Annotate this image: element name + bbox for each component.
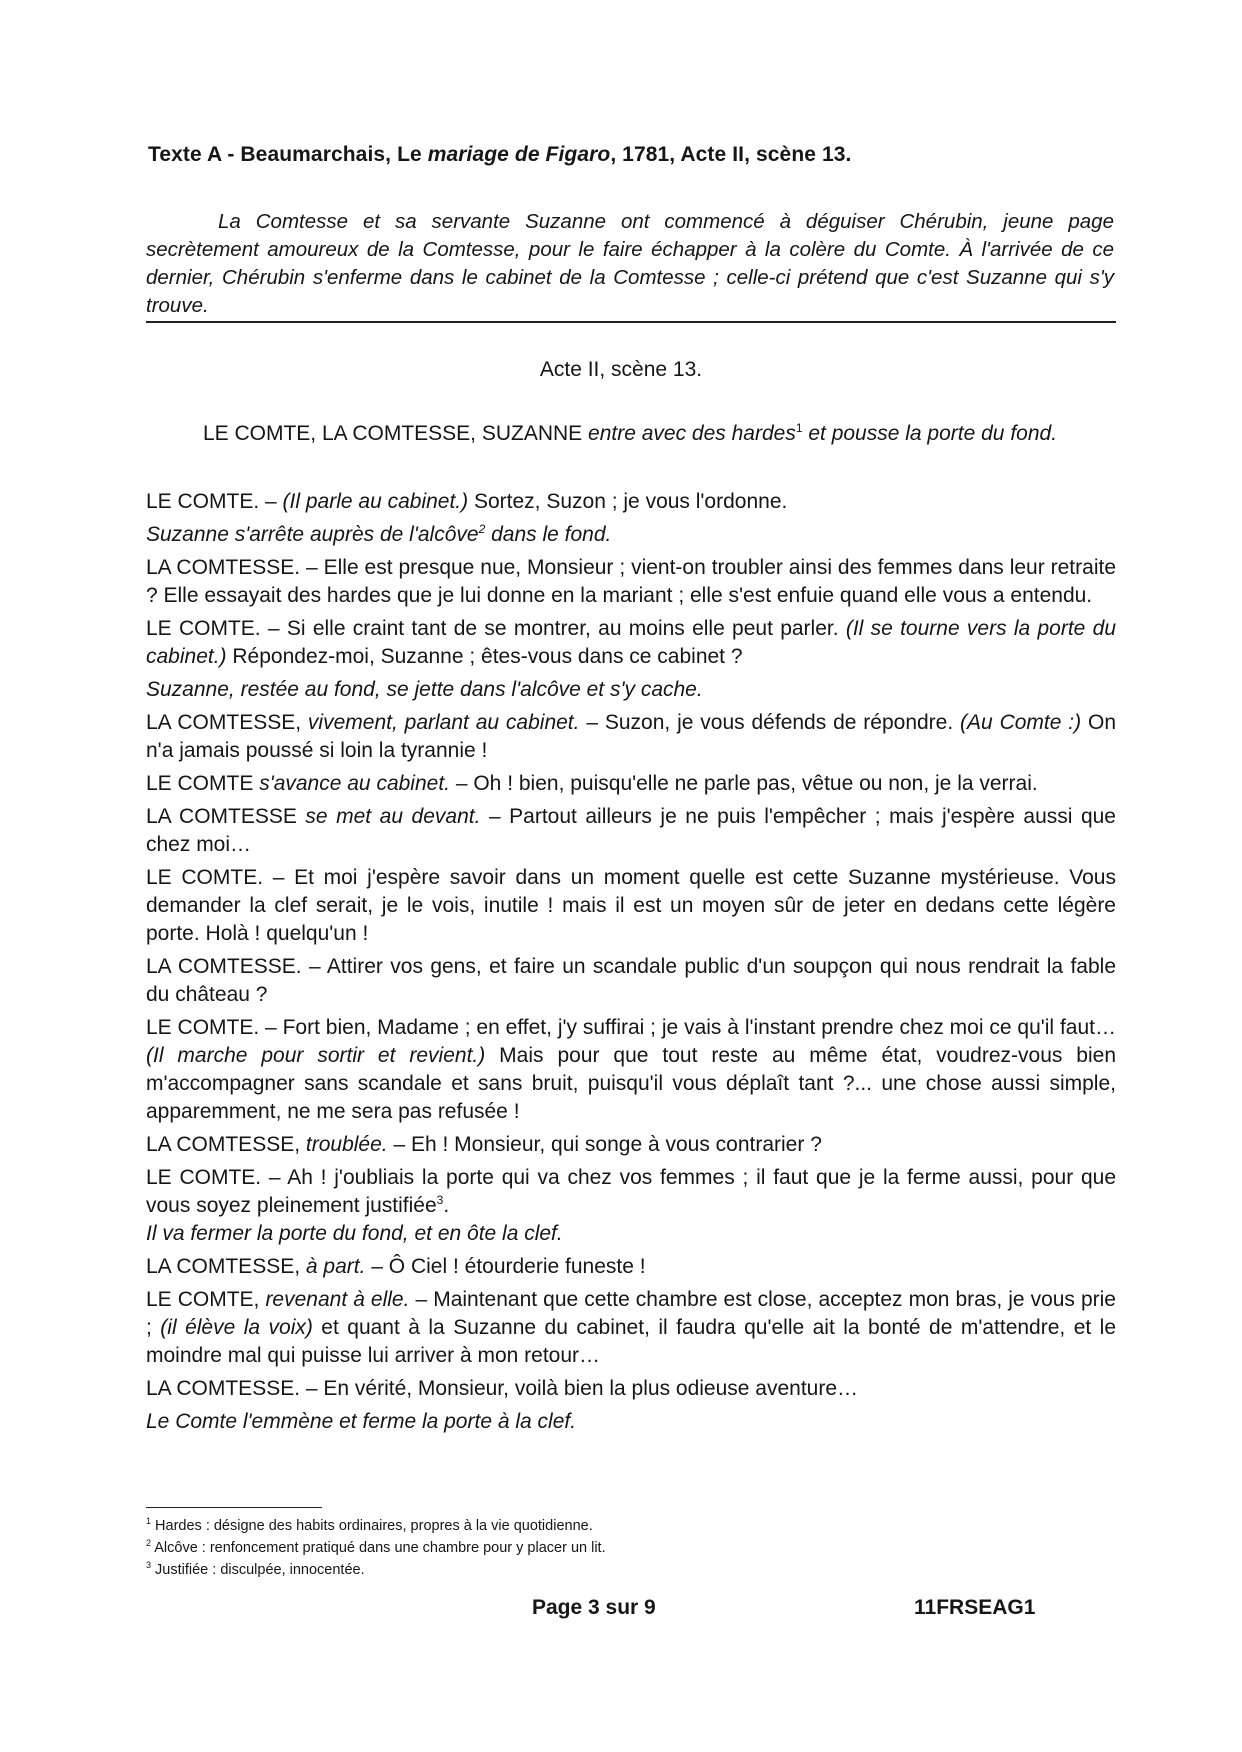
speech: Répondez-moi, Suzanne ; êtes-vous dans ce cabinet ? — [226, 645, 743, 668]
stage-direction-line: Il va fermer la porte du fond, et en ôte la clef. — [146, 1222, 563, 1245]
speech: – Oh ! bien, puisqu'elle ne parle pas, vêtue ou non, je la verrai. — [450, 772, 1038, 795]
speech: LE COMTE. – Fort bien, Madame ; en effet, j'y suffirai ; je vais à l'instant prendre chez moi ce qu'il faut… — [146, 1016, 1116, 1039]
footnote-number: 1 — [146, 1516, 152, 1526]
footnotes — [146, 1515, 606, 1581]
stage-direction: Suzanne s'arrête auprès de l'alcôve — [146, 523, 479, 546]
speech: – Eh ! Monsieur, qui songe à vous contrarier ? — [387, 1133, 822, 1156]
stage-direction: vivement, parlant au cabinet. — [307, 711, 580, 734]
dialogue-line — [146, 1014, 1116, 1126]
stage-direction: s'avance au cabinet. — [259, 772, 450, 795]
stage-direction: (Il parle au cabinet.) — [282, 490, 469, 513]
dialogue-line — [146, 803, 1116, 859]
speaker: LE COMTE. – — [146, 490, 283, 513]
dialogue-line: LA COMTESSE. – En vérité, Monsieur, voilà bien la plus odieuse aventure… — [146, 1377, 859, 1400]
stage-direction: (Il se tourne vers la porte du cabinet.) — [146, 617, 1117, 668]
document-code: 11FRSEAG1 — [914, 1596, 1036, 1619]
cast-names: LE COMTE, LA COMTESSE, SUZANNE — [202, 422, 589, 445]
speaker: LA COMTESSE — [146, 805, 306, 828]
speech: LE COMTE. – Ah ! j'oubliais la porte qui va chez vos femmes ; il faut que je la ferme aussi, pour que vous soyez pleinement justifiée — [146, 1166, 1116, 1217]
stage-direction: (Au Comte :) — [960, 711, 1082, 734]
stage-direction: se met au devant. — [305, 805, 481, 828]
footnote — [146, 1559, 606, 1581]
speech: – Suzon, je vous défends de répondre. — [579, 711, 961, 734]
cast-line — [146, 420, 1114, 448]
dialogue-line — [146, 488, 1116, 516]
dialogue-line: LA COMTESSE. – Attirer vos gens, et faire un scandale public d'un soupçon qui nous rendrait la fable du château ? — [146, 955, 1116, 1006]
dialogue-line — [146, 1131, 1116, 1159]
speech: Sortez, Suzon ; je vous l'ordonne. — [468, 490, 788, 513]
stage-direction: (il élève la voix) — [160, 1316, 313, 1339]
text-header — [148, 143, 851, 167]
page-number: Page 3 sur 9 — [532, 1596, 656, 1619]
cast-direction-end: et pousse la porte du fond. — [802, 422, 1058, 445]
intro-paragraph: La Comtesse et sa servante Suzanne ont commencé à déguiser Chérubin, jeune page secrètement amoureux de la Comtesse, pour le faire échapper à la colère du Comte. À l'arrivée de ce dernier, Chérubin s'enferme dans le cabinet de la Comtesse ; celle-ci prétend que c'est Suzanne qui s'y trouve. — [146, 210, 1114, 317]
dialogue-line — [146, 615, 1116, 671]
footnote — [146, 1537, 606, 1559]
header-prefix: Texte A - Beaumarchais, — [148, 143, 398, 166]
dialogue-line — [146, 770, 1116, 798]
footnote — [146, 1515, 606, 1537]
footnote-text: Hardes : désigne des habits ordinaires, propres à la vie quotidienne. — [151, 1518, 593, 1534]
stage-direction: (Il marche pour sortir et revient.) — [146, 1044, 486, 1067]
footnote-ref-2: 2 — [478, 522, 486, 536]
footnote-number: 3 — [146, 1560, 152, 1570]
speech: Mais pour que tout reste au même état, voudrez-vous bien m'accompagner sans scandale et sans bruit, puisqu'il vous déplaît tant ?... une chose aussi simple, apparemment, ne me sera pas refusée ! — [146, 1044, 1117, 1123]
speech: On n'a jamais poussé si loin la tyrannie ! — [146, 711, 1116, 762]
stage-direction: revenant à elle. — [265, 1288, 410, 1311]
dialogue-line — [146, 1164, 1116, 1220]
footnote-divider — [146, 1507, 322, 1508]
stage-direction: troublée. — [305, 1133, 388, 1156]
footnote-text: Alcôve : renfoncement pratiqué dans une chambre pour y placer un lit. — [151, 1540, 606, 1556]
dialogue — [146, 488, 1116, 1441]
stage-direction-line: Suzanne, restée au fond, se jette dans l'alcôve et s'y cache. — [146, 678, 703, 701]
footnote-ref-3: 3 — [436, 1193, 444, 1207]
speaker: LA COMTESSE, — [146, 1255, 306, 1278]
speech: – Maintenant que cette chambre est close, acceptez mon bras, je vous prie ; — [146, 1288, 1116, 1339]
speaker: LE COMTE, — [146, 1288, 266, 1311]
speech: . — [443, 1194, 450, 1217]
header-le: Le — [397, 143, 428, 166]
stage-direction-line: Le Comte l'emmène et ferme la porte à la clef. — [146, 1410, 577, 1433]
header-suffix: , 1781, Acte II, scène 13. — [610, 143, 852, 166]
stage-direction: à part. — [305, 1255, 366, 1278]
speech: LE COMTE. – Si elle craint tant de se montrer, au moins elle peut parler. — [146, 617, 846, 640]
footnote-number: 2 — [146, 1538, 152, 1548]
speech: – Ô Ciel ! étourderie funeste ! — [365, 1255, 646, 1278]
stage-direction-line — [146, 521, 1116, 549]
dialogue-line — [146, 709, 1116, 765]
work-title: mariage de Figaro — [427, 143, 611, 166]
dialogue-line: LA COMTESSE. – Elle est presque nue, Monsieur ; vient-on troubler ainsi des femmes dans leur retraite ? Elle essayait des hardes que je lui donne en la mariant ; elle s'est enfuie quand elle vous a entendu. — [146, 556, 1116, 607]
scene-heading: Acte II, scène 13. — [539, 358, 703, 381]
speech: et quant à la Suzanne du cabinet, il faudra qu'elle ait la bonté de m'attendre, et le moindre mal qui puisse lui arriver à mon retour… — [146, 1316, 1117, 1367]
speaker: LA COMTESSE, — [146, 711, 308, 734]
footnote-text: Justifiée : disculpée, innocentée. — [151, 1562, 365, 1578]
speaker: LE COMTE — [146, 772, 260, 795]
speaker: LA COMTESSE, — [146, 1133, 306, 1156]
speech: – Partout ailleurs je ne puis l'empêcher ; mais j'espère aussi que chez moi… — [146, 805, 1116, 856]
stage-direction: dans le fond. — [485, 523, 612, 546]
dialogue-line: LE COMTE. – Et moi j'espère savoir dans un moment quelle est cette Suzanne mystérieuse. Vous demander la clef serait, je le vois, inutile ! mais il est un moyen sûr de jeter en dedans cette légère porte. Holà ! quelqu'un ! — [146, 866, 1116, 945]
dialogue-line — [146, 1286, 1116, 1370]
footnote-ref-1: 1 — [795, 421, 803, 435]
dialogue-line — [146, 1253, 1116, 1281]
intro-divider — [146, 321, 1116, 323]
cast-direction: entre avec des hardes — [588, 422, 796, 445]
